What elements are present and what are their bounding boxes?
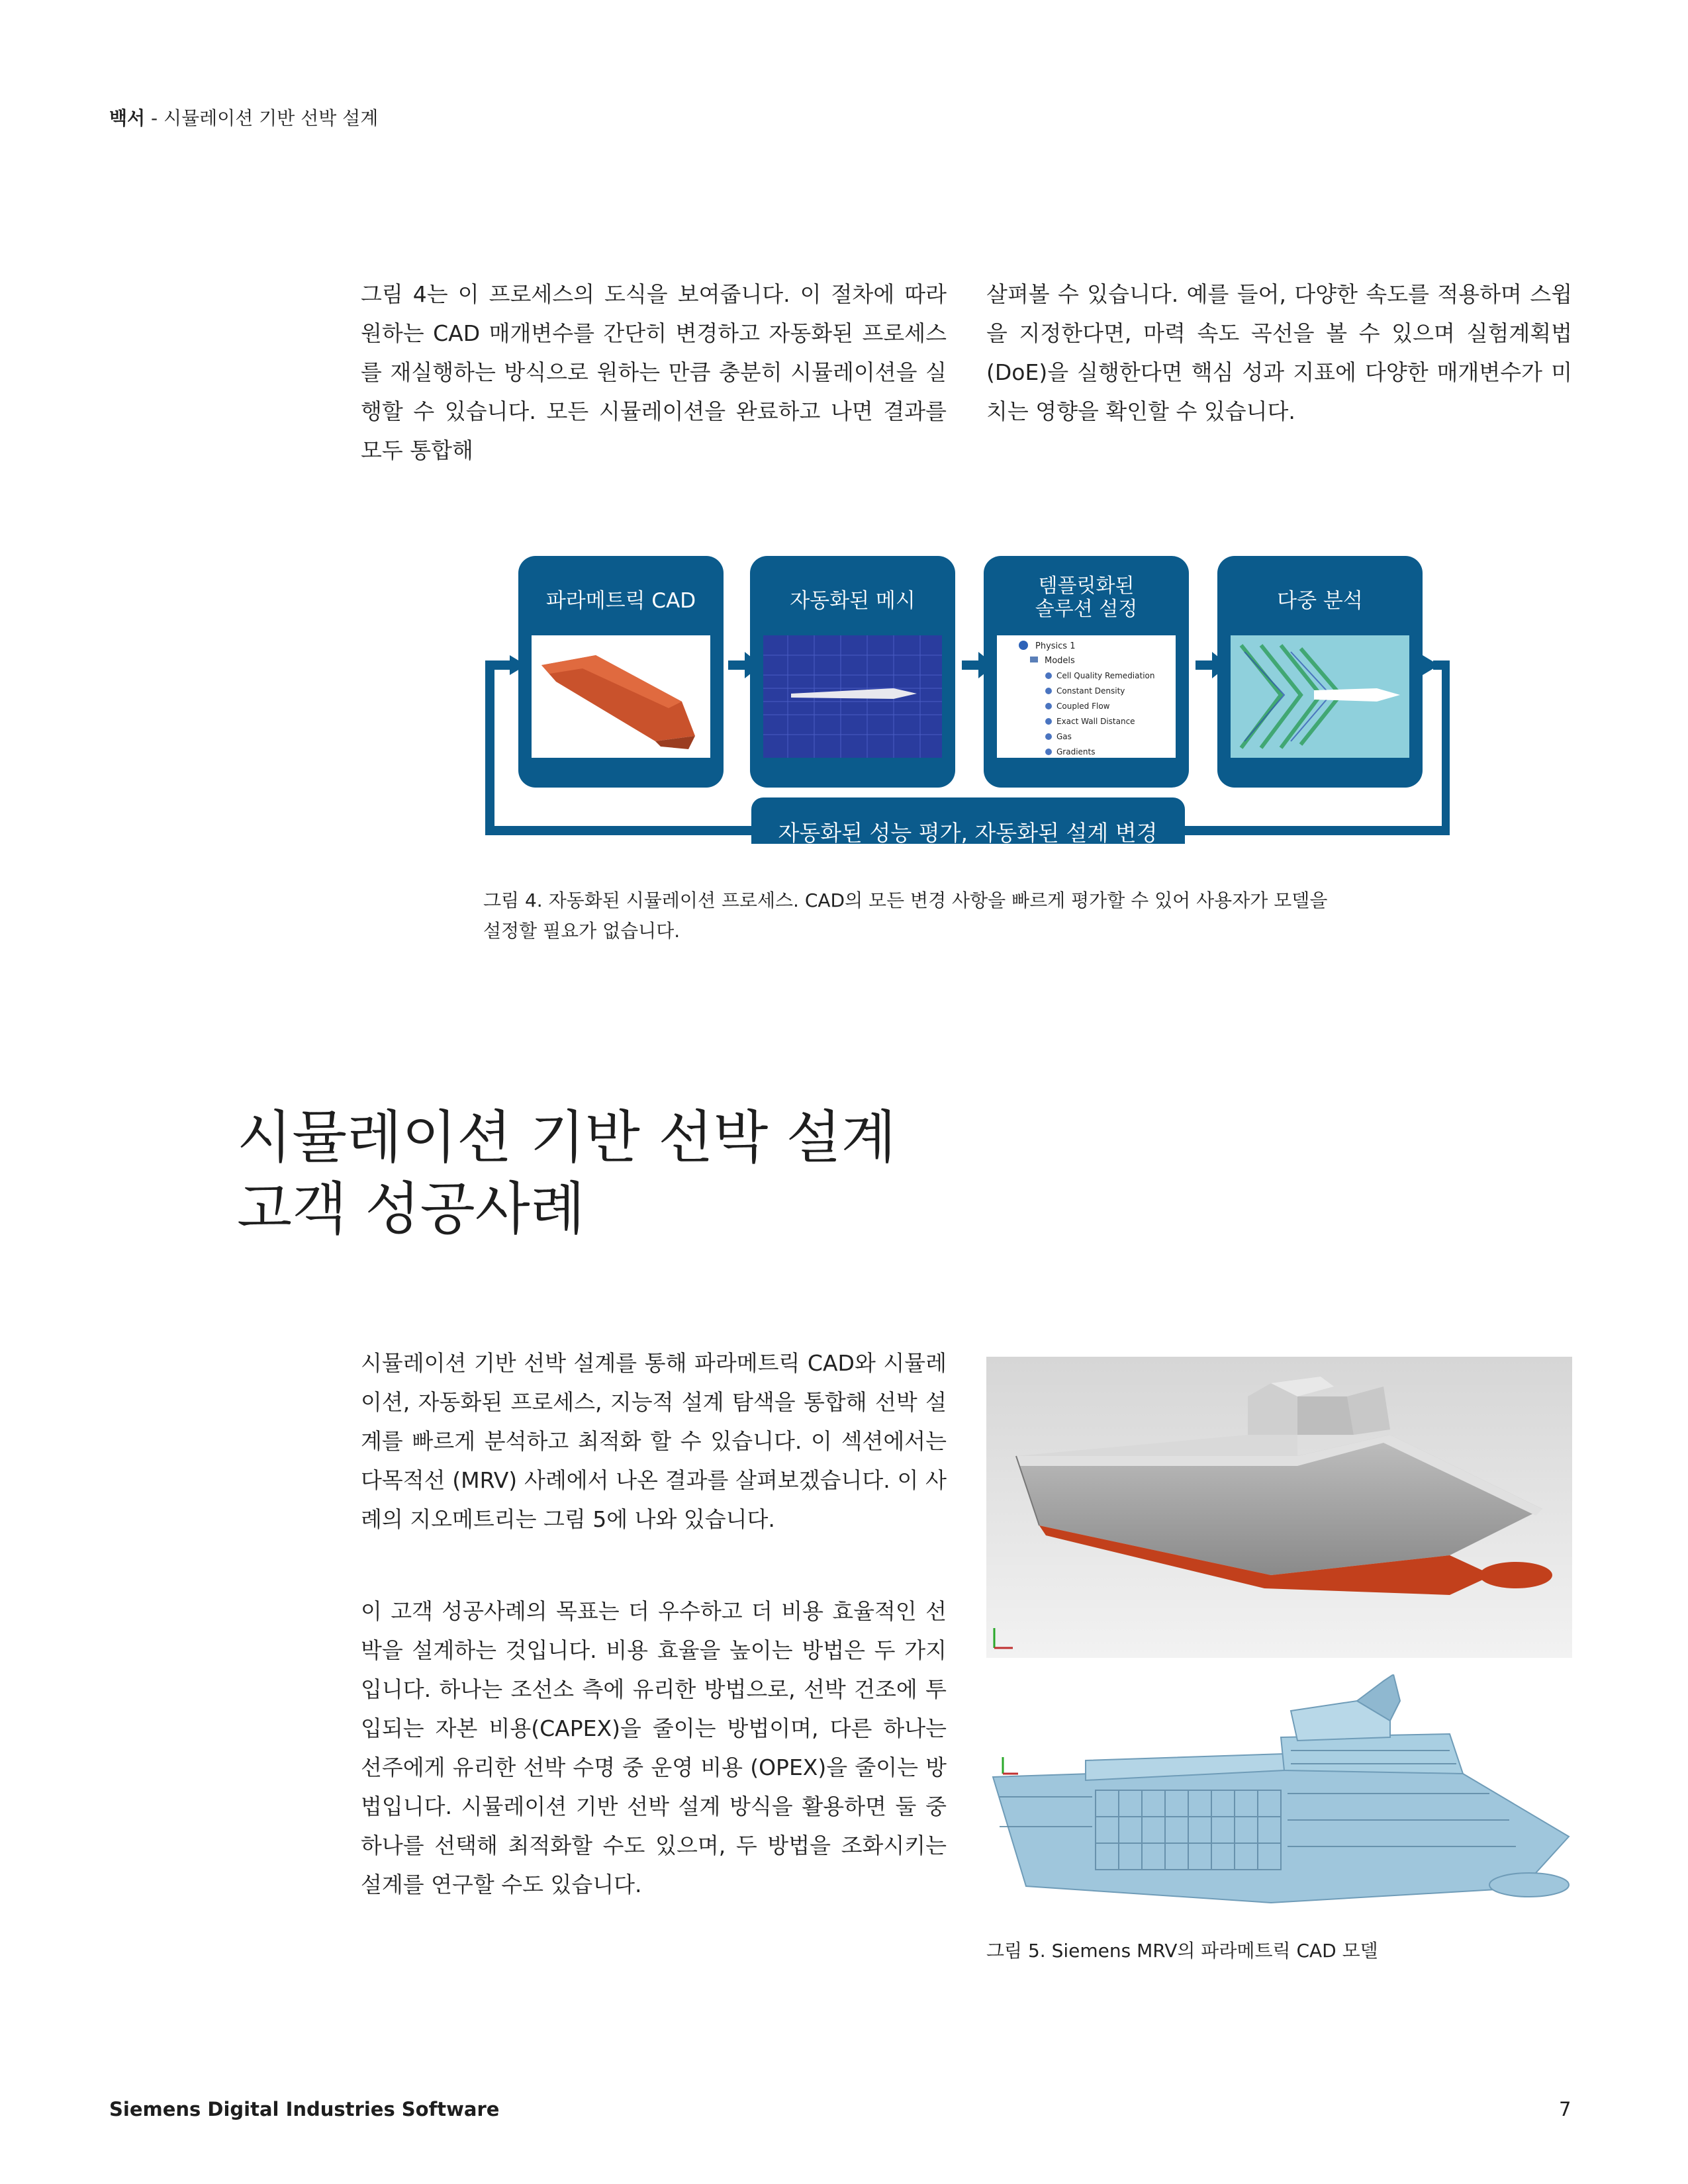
box-automated-mesh: [750, 556, 955, 788]
tree-panel: [997, 635, 1176, 758]
section-title-line1: 시뮬레이션 기반 선박 설계: [237, 1105, 896, 1171]
header-label: 백서: [109, 107, 146, 129]
box3-label-line1: 템플릿화된: [1038, 574, 1135, 598]
box1-label: 파라메트릭 CAD: [545, 589, 696, 613]
tree-item: Constant Density: [1056, 686, 1125, 696]
figure4-diagram: [483, 553, 1450, 844]
tree-item: Gas: [1056, 732, 1072, 741]
figure5-ship-render: [986, 1357, 1572, 1658]
figure4-caption-line2: 설정할 필요가 없습니다.: [483, 920, 680, 942]
figure4-caption: [483, 886, 1456, 946]
footer-company: Siemens Digital Industries Software: [109, 2098, 500, 2120]
figure4-caption-line1: 그림 4. 자동화된 시뮬레이션 프로세스. CAD의 모든 변경 사항을 빠르게 평가할 수 있어 사용자가 모델을: [483, 889, 1328, 911]
intro-right-paragraph: 살펴볼 수 있습니다. 예를 들어, 다양한 속도를 적용하며 스윕을 지정한다면, 마력 속도 곡선을 볼 수 있으며 실험계획법(DoE)을 실행한다면 핵심 성과 지표에 다양한 매개변수가 미치는 영향을 확인할 수 있습니다.: [986, 281, 1572, 424]
box-solution-setup: [984, 556, 1189, 788]
tree-root: Physics 1: [1035, 641, 1076, 651]
intro-left-paragraph: 그림 4는 이 프로세스의 도식을 보여줍니다. 이 절차에 따라 원하는 CAD 매개변수를 간단히 변경하고 자동화된 프로세스를 재실행하는 방식으로 원하는 만큼 충분히 시뮬레이션을 실행할 수 있습니다. 모든 시뮬레이션을 완료하고 나면 결과를 모두 통합해: [361, 281, 947, 463]
section-title-line2: 고객 성공사례: [237, 1176, 585, 1242]
box2-label: 자동화된 메시: [790, 589, 915, 613]
feedback-label: 자동화된 성능 평가, 자동화된 설계 변경: [778, 820, 1158, 844]
case-study-paragraph1: 시뮬레이션 기반 선박 설계를 통해 파라메트릭 CAD와 시뮬레이션, 자동화된 프로세스, 지능적 설계 탐색을 통합해 선박 설계를 빠르게 분석하고 최적화 할 수 있습니다. 이 섹션에서는 다목적선 (MRV) 사례에서 나온 결과를 살펴보겠습니다. 이 사례의 지오메트리는 그림 5에 나와 있습니다.: [361, 1350, 947, 1532]
figure5-caption: 그림 5. Siemens MRV의 파라메트릭 CAD 모델: [986, 1940, 1378, 1962]
box-multiple-analyses: [1217, 556, 1423, 788]
header-separator: -: [145, 107, 164, 129]
section-title: [237, 1102, 1230, 1245]
tree-item: Cell Quality Remediation: [1056, 671, 1155, 680]
box4-label: 다중 분석: [1277, 589, 1363, 613]
tree-item: Gradients: [1056, 747, 1096, 756]
tree-item: Coupled Flow: [1056, 702, 1110, 711]
page-header: [109, 104, 378, 130]
tree-group: Models: [1045, 656, 1075, 666]
header-title: 시뮬레이션 기반 선박 설계: [164, 107, 379, 129]
case-study-paragraph2: 이 고객 성공사례의 목표는 더 우수하고 더 비용 효율적인 선박을 설계하는 것입니다. 비용 효율을 높이는 방법은 두 가지입니다. 하나는 조선소 측에 유리한 방법으로, 선박 건조에 투입되는 자본 비용(CAPEX)을 줄이는 방법이며, 다른 하나는 선주에게 유리한 선박 수명 중 운영 비용 (OPEX)을 줄이는 방법입니다. 시뮬레이션 기반 선박 설계 방식을 활용하면 둘 중 하나를 선택해 최적화할 수도 있으며, 두 방법을 조화시키는 설계를 연구할 수도 있습니다.: [361, 1598, 947, 1897]
figure5-section-model: [986, 1674, 1572, 1919]
box-parametric-cad: [518, 556, 724, 788]
page-number: 7: [1559, 2098, 1571, 2120]
tree-item: Exact Wall Distance: [1056, 717, 1135, 726]
box3-label-line2: 솔루션 설정: [1035, 598, 1138, 621]
